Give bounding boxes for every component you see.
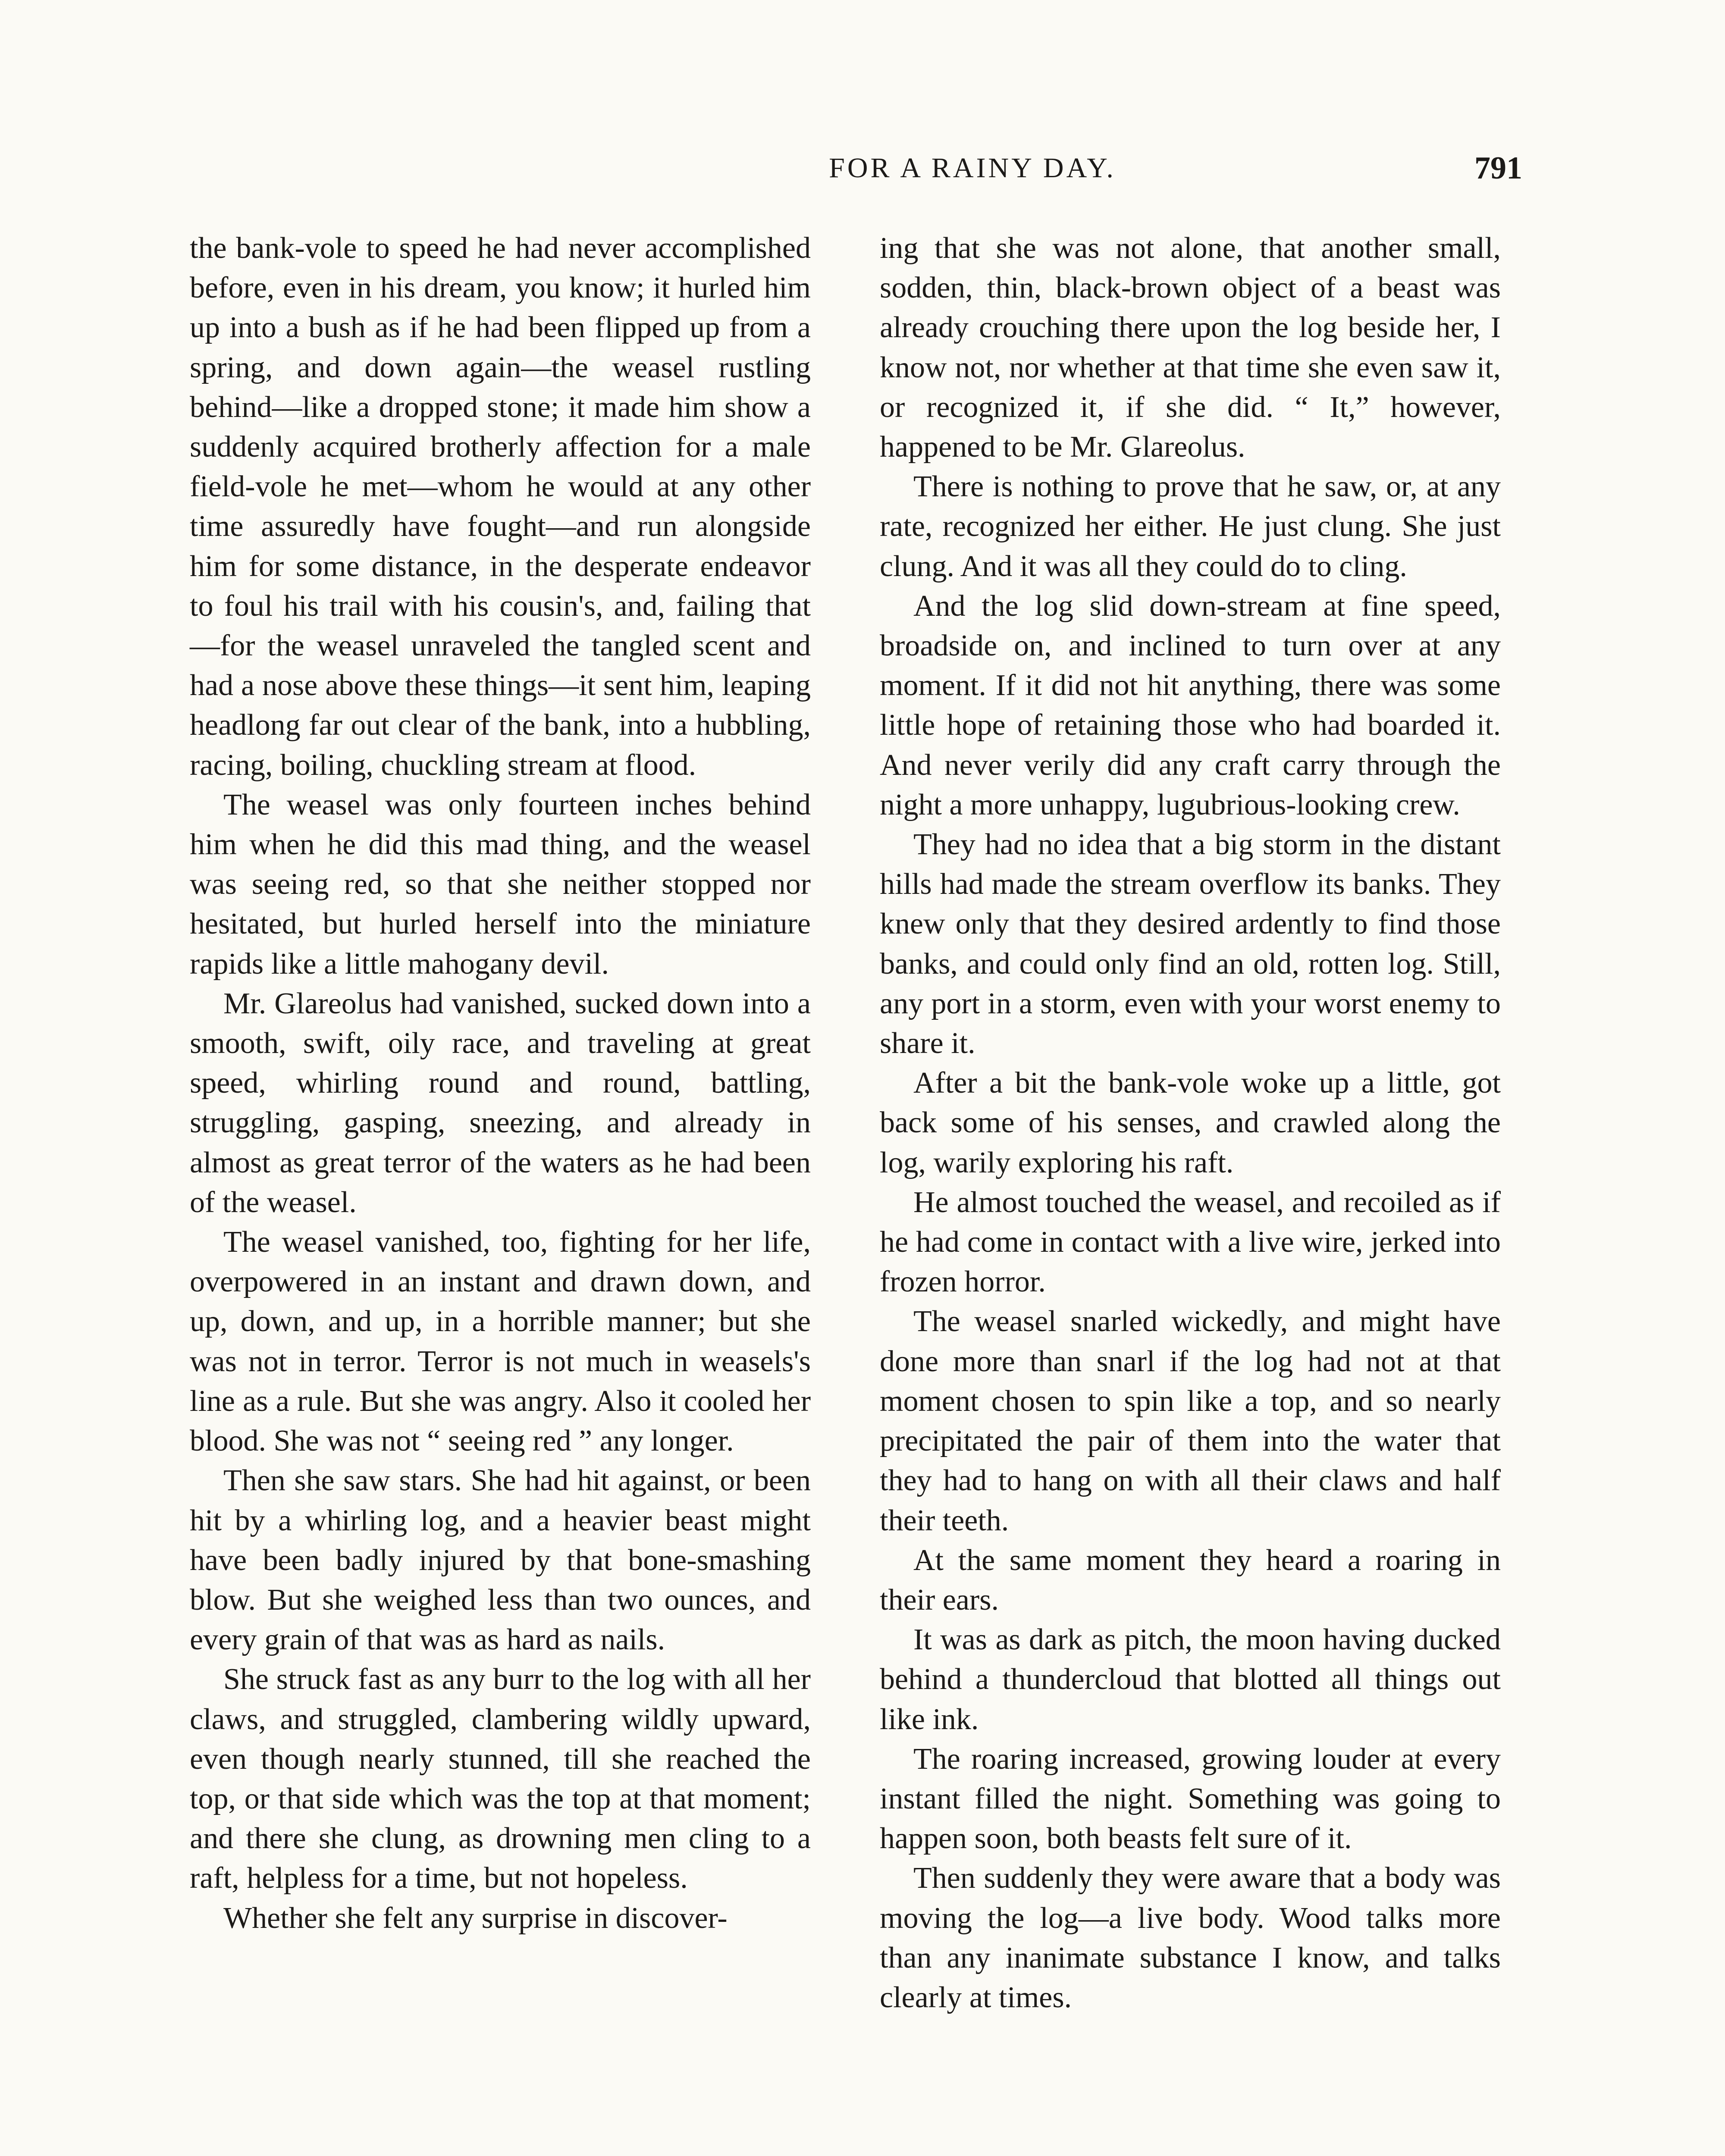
paragraph: After a bit the bank-vole woke up a little, got back some of his senses, and crawled along the log, warily exploring his raft. — [880, 1066, 1501, 1179]
paragraph: Mr. Glareolus had vanished, sucked down into a smooth, swift, oily race, and traveling at great speed, whirling round and round, battling, struggling, gasping, sneezing, and already in almost as great terror of the waters as he had been of the weasel. — [190, 987, 811, 1219]
paragraph: It was as dark as pitch, the moon having ducked behind a thundercloud that blotted all things out like ink. — [880, 1623, 1501, 1736]
paragraph: There is nothing to prove that he saw, or, at any rate, recognized her either. He just clung. She just clung. And it was all they could do to cling. — [880, 470, 1501, 583]
paragraph: At the same moment they heard a roaring in their ears. — [880, 1543, 1501, 1617]
right-column — [880, 229, 1501, 2018]
paragraph: the bank-vole to speed he had never accomplished before, even in his dream, you know; it hurled him up into a bush as if he had been flipped up from a spring, and down again—the weasel rustling behind—like a dropped stone; it made him show a suddenly acquired brotherly affection for a male field-vole he met—whom he would at any other time assuredly have fought—and run alongside him for some distance, in the desperate endeavor to foul his trail with his cousin's, and, failing that—for the weasel unraveled the tangled scent and had a nose above these things—it sent him, leaping headlong far out clear of the bank, into a hubbling, racing, boiling, chuckling stream at flood. — [190, 232, 811, 782]
paragraph: They had no idea that a big storm in the distant hills had made the stream overflow its banks. They knew only that they desired ardently to find those banks, and could only find an old, rotten log. Still, any port in a storm, even with your worst enemy to share it. — [880, 828, 1501, 1060]
page-header — [216, 142, 1522, 194]
left-column — [190, 229, 811, 1938]
paragraph: And the log slid down-stream at fine speed, broadside on, and inclined to turn over at any moment. If it did not hit anything, there was some little hope of retaining those who had boarded it. And never verily did any craft carry through the night a more unhappy, lugubrious-looking crew. — [880, 589, 1501, 821]
paragraph: He almost touched the weasel, and recoiled as if he had come in contact with a live wire, jerked into frozen horror. — [880, 1185, 1501, 1299]
paragraph: Whether she felt any surprise in discover- — [223, 1901, 728, 1935]
paragraph: The roaring increased, growing louder at every instant filled the night. Something was going to happen soon, both beasts felt sure of it. — [880, 1742, 1501, 1855]
running-head: FOR A RAINY DAY. — [829, 152, 1116, 184]
paragraph: ing that she was not alone, that another small, sodden, thin, black-brown object of a beast was already crouching there upon the log beside her, I know not, nor whether at that time she even saw it, or recognized it, if she did. “ It,” however, happened to be Mr. Glareolus. — [880, 232, 1501, 464]
paragraph: Then suddenly they were aware that a body was moving the log—a live body. Wood talks more than any inanimate substance I know, and talks clearly at times. — [880, 1861, 1501, 2014]
paragraph: The weasel snarled wickedly, and might have done more than snarl if the log had not at that moment chosen to spin like a top, and so nearly precipitated the pair of them into the water that they had to hang on with all their claws and half their teeth. — [880, 1305, 1501, 1537]
paragraph: She struck fast as any burr to the log with all her claws, and struggled, clambering wildly upward, even though nearly stunned, till she reached the top, or that side which was the top at that moment; and there she clung, as drowning men cling to a raft, helpless for a time, but not hopeless. — [190, 1663, 811, 1895]
paragraph: Then she saw stars. She had hit against, or been hit by a whirling log, and a heavier beast might have been badly injured by that bone-smashing blow. But she weighed less than two ounces, and every grain of that was as hard as nails. — [190, 1464, 811, 1657]
paragraph: The weasel was only fourteen inches behind him when he did this mad thing, and the weasel was seeing red, so that she neither stopped nor hesitated, but hurled herself into the miniature rapids like a little mahogany devil. — [190, 788, 811, 981]
page-number: 791 — [1474, 150, 1522, 186]
paragraph: The weasel vanished, too, fighting for her life, overpowered in an instant and drawn down, and up, down, and up, in a horrible manner; but she was not in terror. Terror is not much in weasels's line as a rule. But she was angry. Also it cooled her blood. She was not “ seeing red ” any longer. — [190, 1225, 811, 1458]
